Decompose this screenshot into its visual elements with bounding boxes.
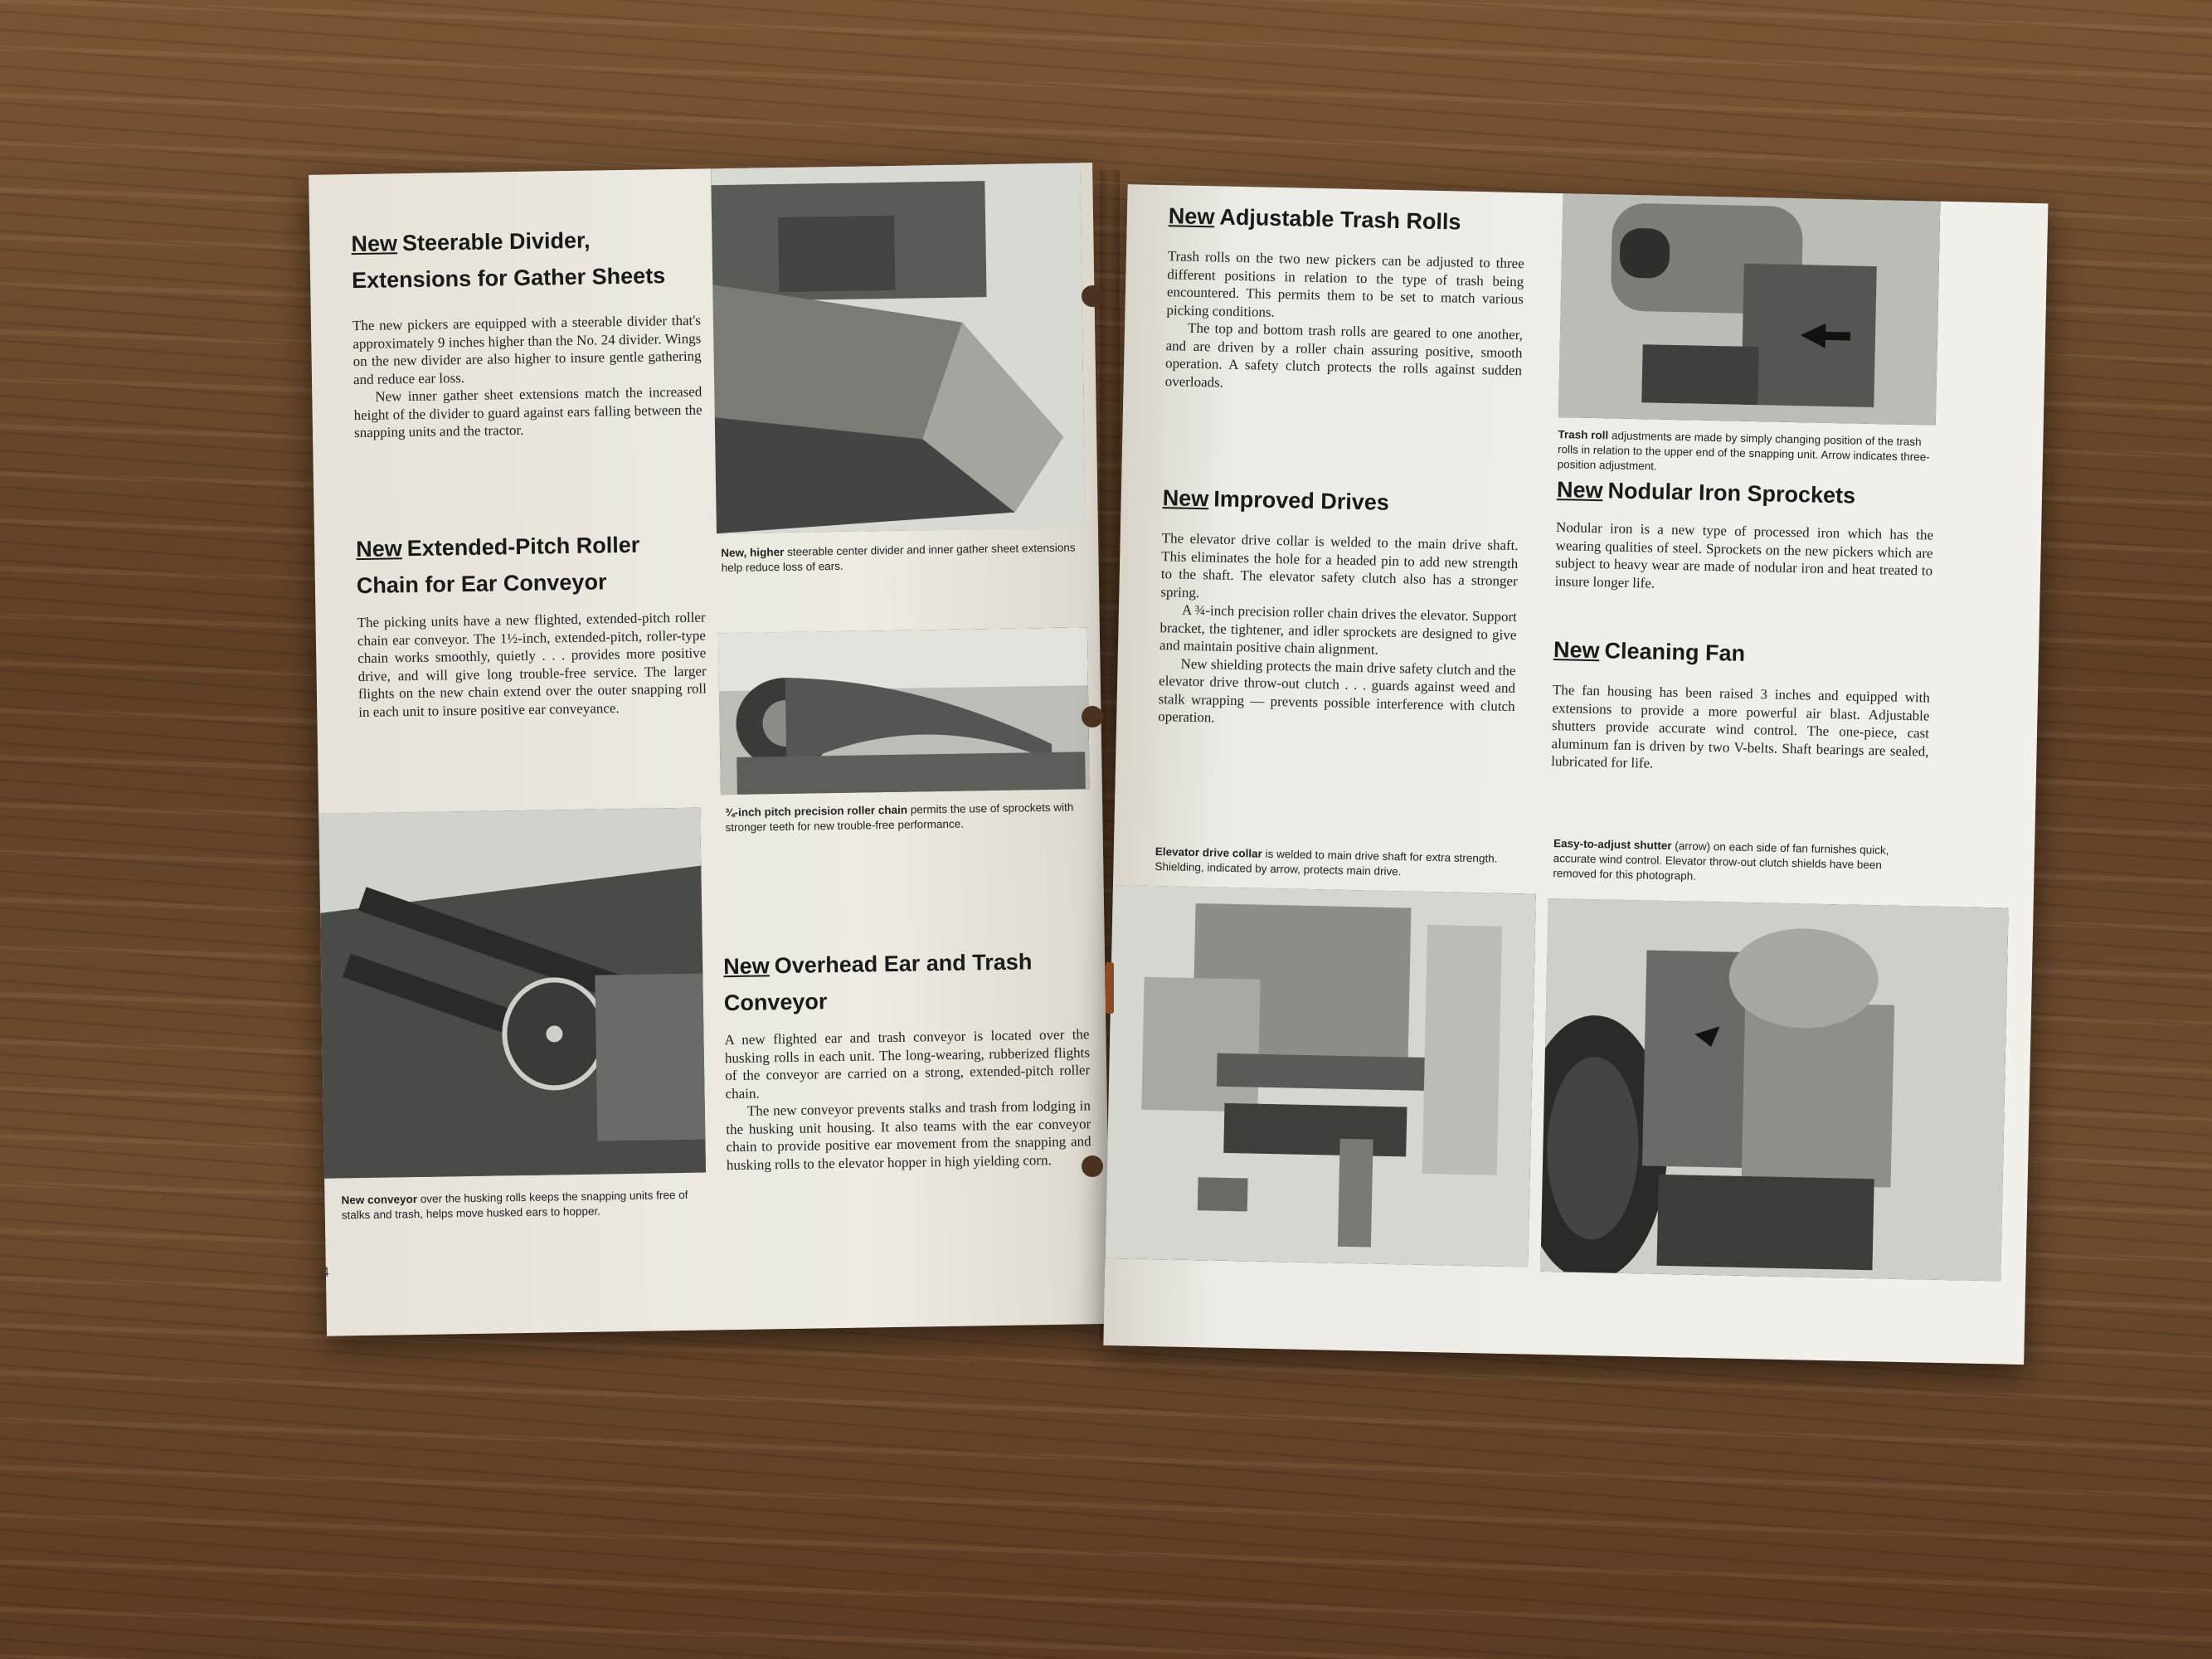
caption-elevator-drive (1155, 844, 1512, 882)
section-title: Cleaning Fan (1604, 638, 1746, 666)
section-title: Extended-Pitch Roller Chain for Ear Conveyor (356, 532, 640, 599)
caption-text: steerable center divider and inner gather sheet extensions help reduce loss of ears. (721, 541, 1076, 575)
caption-cleaning-fan (1553, 836, 1927, 888)
caption-roller-chain (725, 800, 1091, 835)
new-label: New (1553, 637, 1600, 664)
heading-cleaning-fan (1553, 631, 1936, 676)
heading-steerable-divider (351, 221, 683, 299)
staple (1106, 962, 1114, 1014)
caption-text: (arrow) on each side of fan furnishes quick, accurate wind control. Elevator throw-out clutch shields have been removed for this photograph. (1553, 839, 1889, 883)
page-number: 4 (321, 1265, 329, 1280)
binder-hole (1082, 285, 1103, 307)
body-improved-drives (1158, 529, 1519, 732)
paragraph: New inner gather sheet extensions match the increased height of the divider to guard against ears falling between the snapping units and the tractor. (353, 383, 702, 441)
tractor-divider-illustration (711, 163, 1086, 533)
photo-roller-chain (718, 627, 1090, 795)
photo-cleaning-fan (1540, 898, 2008, 1282)
caption-text: adjustments are made by simply changing position of the trash rolls in relation to the upper end of the snapping unit. Arrow indicates three-position adjustment. (1557, 429, 1930, 473)
paragraph: New shielding protects the main drive safety clutch and the elevator drive throw-out clutch . . . guards against weed and stalk wrapping — prevents possible interference with clutch operation. (1158, 655, 1516, 726)
new-label: New (1168, 203, 1215, 230)
section-title: Nodular Iron Sprockets (1607, 478, 1856, 508)
paragraph: The picking units have a new flighted, extended-pitch roller chain ear conveyor. The 1½-inch, extended-pitch, roller-type chain works smoothly, quietly . . . provides more positive drive, and will give long trouble-free service. The larger flights on the new chain extend over the outer snapping roll in each unit to insure positive ear conveyance. (357, 609, 707, 720)
photo-elevator-drive (1106, 885, 1536, 1267)
paragraph: The top and bottom trash rolls are geared to one another, and are driven by a roller chain assuring positive, smooth operation. A safety clutch protects the rolls against sudden overloads. (1164, 319, 1524, 391)
heading-improved-drives (1162, 479, 1528, 523)
new-label: New (1556, 477, 1603, 504)
elevator-drive-illustration (1106, 885, 1536, 1267)
caption-lead: New, higher (721, 545, 785, 560)
paragraph: Nodular iron is a new type of processed iron which has the wearing qualities of steel. Sprockets on the new pickers which are subject to heavy wear are made of nodular iron and heat treated to insure longer life. (1554, 519, 1934, 591)
left-page (309, 163, 1111, 1336)
binder-hole (1082, 1155, 1103, 1177)
caption-lead: New conveyor (341, 1193, 418, 1207)
conveyor-illustration (318, 808, 706, 1179)
heading-nodular-iron (1557, 471, 1939, 516)
body-nodular-iron (1555, 518, 1934, 598)
caption-text: permits the use of sprockets with stronger teeth for new trouble-free performance. (725, 800, 1074, 834)
section-title: Improved Drives (1213, 486, 1390, 515)
caption-lead: Trash roll (1558, 428, 1609, 442)
paragraph: The new conveyor prevents stalks and trash from lodging in the husking unit housing. It also teams with the ear conveyor chain to provide positive ear movement from the snapping and husking rolls to the elevator hopper in high yielding corn. (726, 1097, 1091, 1173)
caption-text: is welded to main drive shaft for extra strength. Shielding, indicated by arrow, protects main drive. (1155, 847, 1498, 878)
paragraph: The elevator drive collar is welded to the main drive shaft. This eliminates the hole for a headed pin to add new strength to the shaft. The elevator safety clutch also has a stronger spring. (1160, 530, 1519, 601)
caption-overhead-conveyor (341, 1188, 698, 1224)
body-overhead-conveyor (724, 1025, 1091, 1174)
cleaning-fan-illustration (1540, 898, 2008, 1282)
body-cleaning-fan (1551, 681, 1930, 778)
paragraph: A ¾-inch precision roller chain drives the elevator. Support bracket, the tightener, and idler sprockets are designed to give and maintain positive chain alignment. (1159, 601, 1518, 658)
photo-trash-rolls (1558, 193, 1941, 425)
paragraph: The new pickers are equipped with a steerable divider that's approximately 9 inches higher than the No. 24 divider. Wings on the new divider are also higher to insure gentle gathering and reduce ear loss. (352, 312, 702, 387)
section-title: Steerable Divider, Extensions for Gather Sheets (351, 227, 666, 294)
paragraph: The fan housing has been raised 3 inches and equipped with extensions to provide a more powerful air blast. Adjustable shutters provide accurate wind control. The one-piece, cast aluminum fan is driven by two V-belts. Shaft bearings are sealed, lubricated for life. (1551, 682, 1931, 771)
photo-steerable-divider (711, 163, 1086, 533)
roller-chain-illustration (718, 627, 1090, 795)
body-steerable-divider (352, 312, 702, 442)
right-page (1103, 184, 2048, 1365)
section-title: Adjustable Trash Rolls (1219, 204, 1461, 235)
paragraph: A new flighted ear and trash conveyor is located over the husking rolls in each unit. The long-wearing, rubberized flights of the conveyor are carried on a strong, extended-pitch roller chain. (724, 1026, 1091, 1102)
new-label: New (351, 231, 398, 257)
heading-roller-chain (356, 525, 705, 604)
photo-overhead-conveyor (318, 808, 706, 1179)
trash-roll-illustration (1558, 193, 1941, 425)
body-trash-rolls (1164, 247, 1524, 397)
caption-lead: Elevator drive collar (1155, 845, 1263, 860)
caption-text: over the husking rolls keeps the snapping units free of stalks and trash, helps move husked ears to hopper. (341, 1188, 688, 1222)
new-label: New (722, 953, 770, 980)
body-roller-chain (357, 608, 707, 721)
new-label: New (355, 536, 402, 562)
caption-steerable-divider (721, 540, 1087, 576)
binder-hole (1082, 706, 1103, 727)
section-title: Overhead Ear and Trash Conveyor (723, 949, 1033, 1016)
paragraph: Trash rolls on the two new pickers can be adjusted to three different positions in relation to the type of trash being encountered. This permits them to be set to match various picking conditions. (1166, 248, 1524, 320)
heading-trash-rolls (1168, 197, 1534, 241)
new-label: New (1162, 485, 1209, 512)
caption-lead: ¾-inch pitch precision roller chain (725, 803, 908, 820)
caption-lead: Easy-to-adjust shutter (1553, 837, 1672, 853)
heading-overhead-conveyor (723, 942, 1089, 1021)
